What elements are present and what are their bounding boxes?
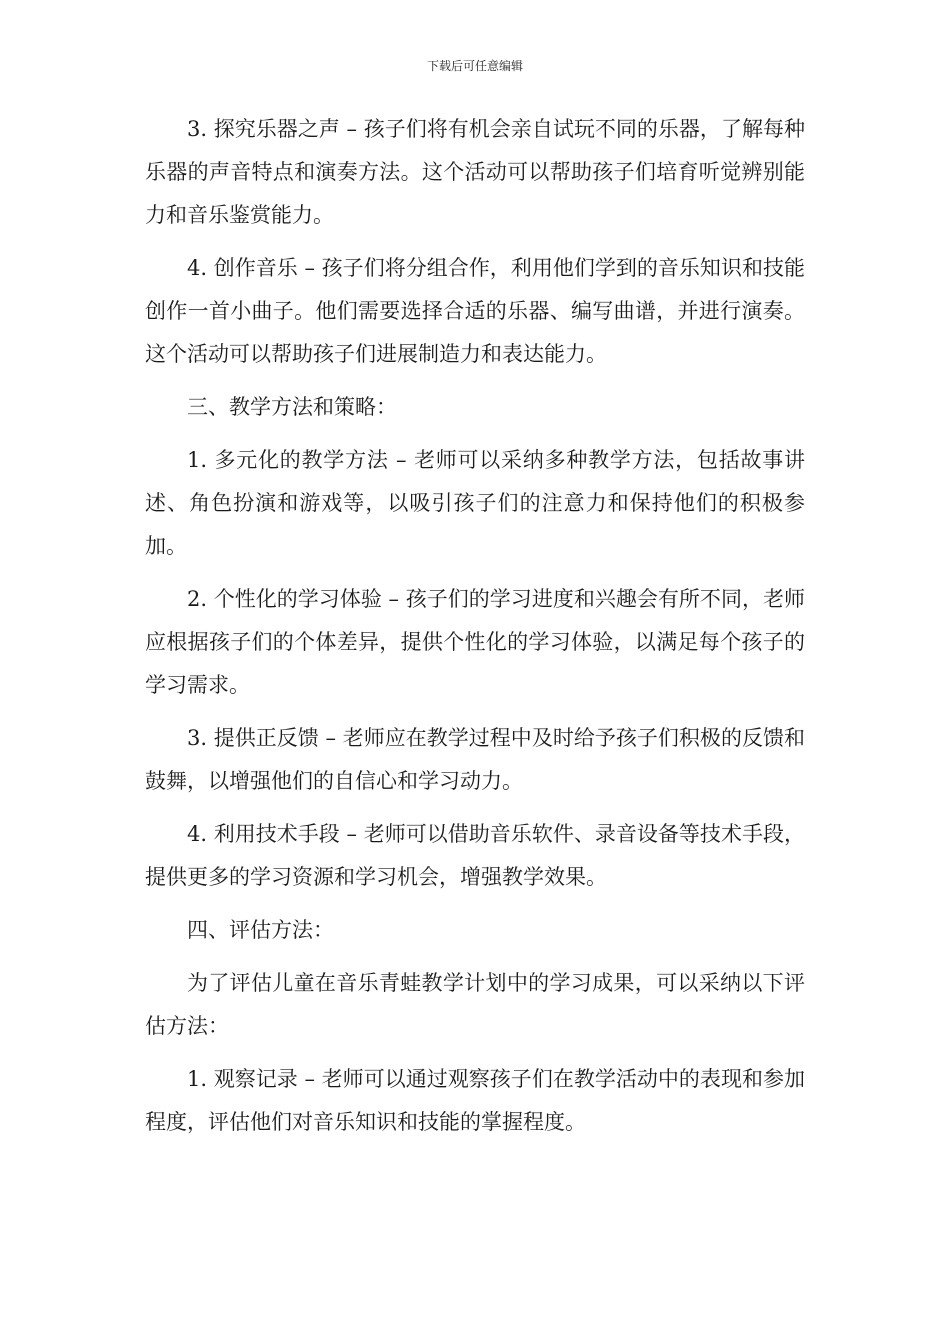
paragraph-item-4-create-music: 4. 创作音乐 – 孩子们将分组合作，利用他们学到的音乐知识和技能创作一首小曲子。他们需要选择合适的乐器、编写曲谱，并进行演奏。这个活动可以帮助孩子们进展制造力和表达能力。 (145, 256, 805, 366)
paragraph-item-3-explore-instruments: 3. 探究乐器之声 – 孩子们将有机会亲自试玩不同的乐器，了解每种乐器的声音特点和演奏方法。这个活动可以帮助孩子们培育听觉辨别能力和音乐鉴赏能力。 (145, 117, 805, 227)
paragraph-assessment-1: 1. 观察记录 – 老师可以通过观察孩子们在教学活动中的表现和参加程度，评估他们对音乐知识和技能的掌握程度。 (145, 1067, 805, 1134)
paragraph-assessment-intro: 为了评估儿童在音乐青蛙教学计划中的学习成果，可以采纳以下评估方法： (145, 971, 805, 1038)
page-header: 下载后可任意编辑 (426, 59, 523, 73)
section-heading-assessment: 四、评估方法： (187, 918, 334, 942)
paragraph-method-3: 3. 提供正反馈 – 老师应在教学过程中及时给予孩子们积极的反馈和鼓舞，以增强他们的自信心和学习动力。 (145, 726, 805, 793)
document-body (145, 108, 805, 1154)
paragraph-method-2: 2. 个性化的学习体验 – 孩子们的学习进度和兴趣会有所不同，老师应根据孩子们的个体差异，提供个性化的学习体验，以满足每个孩子的学习需求。 (145, 587, 805, 697)
section-heading-teaching-methods: 三、教学方法和策略： (187, 395, 397, 419)
paragraph-method-4: 4. 利用技术手段 – 老师可以借助音乐软件、录音设备等技术手段，提供更多的学习资源和学习机会，增强教学效果。 (145, 822, 805, 889)
paragraph-method-1: 1. 多元化的教学方法 – 老师可以采纳多种教学方法，包括故事讲述、角色扮演和游戏等，以吸引孩子们的注意力和保持他们的积极参加。 (145, 448, 805, 558)
